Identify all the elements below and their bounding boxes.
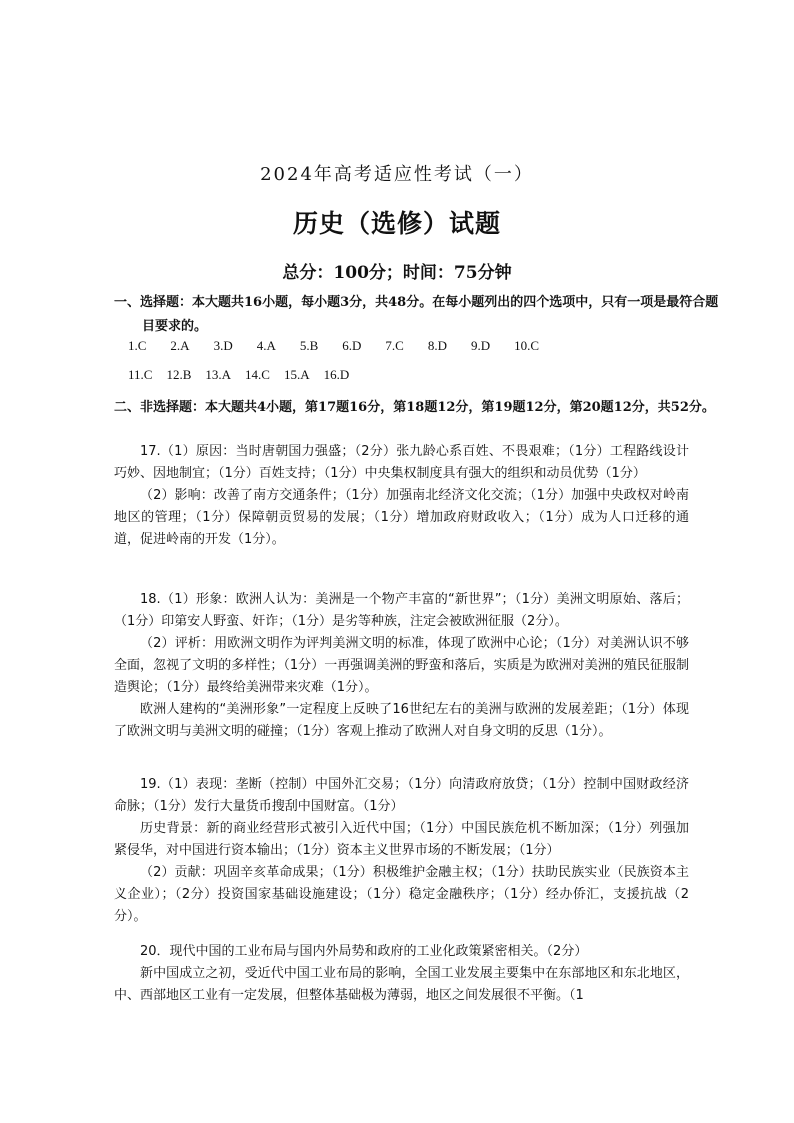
- q20-part2: 新中国成立之初，受近代中国工业布局的影响，全国工业发展主要集中在东部地区和东北地区，中、西部地区工业有一定发展，但整体基础极为薄弱，地区之间发展很不平衡。（1: [114, 966, 689, 1003]
- answer-item: 12.B: [166, 367, 192, 382]
- exam-name: 2024年高考适应性考试（一）: [260, 164, 534, 185]
- q19-background: 历史背景：新的商业经营形式被引入近代中国；（1分）中国民族危机不断加深；（1分）列强加紧侵华，对中国进行资本输出；（1分）资本主义世界市场的不断发展；（1分）: [114, 821, 689, 858]
- q18-part3: 欧洲人建构的“美洲形象”一定程度上反映了16世纪左右的美洲与欧洲的发展差距；（1分）体现了欧洲文明与美洲文明的碰撞；（1分）客观上推动了欧洲人对自身文明的反思（1分）。: [114, 702, 689, 739]
- answer-item: 6.D: [342, 338, 362, 353]
- q18-part1: 18.（1）形象：欧洲人认为：美洲是一个物产丰富的“新世界”；（1分）美洲文明原始、落后；（1分）印第安人野蛮、奸诈；（1分）是劣等种族，注定会被欧洲征服（2分）。: [114, 592, 689, 629]
- question-19-answer: [114, 774, 689, 928]
- section1-heading: 一、选择题：本大题共16小题，每小题3分，共48分。在每小题列出的四个选项中，只有一项是最符合题目要求的。: [114, 295, 719, 334]
- q17-part2: （2）影响：改善了南方交通条件；（1分）加强南北经济文化交流；（1分）加强中央政权对岭南地区的管理；（1分）保障朝贡贸易的发展；（1分）增加政府财政收入；（1分）成为人口迁移的通道，促进岭南的开发（1分）。: [114, 488, 689, 547]
- answers-row-2: [128, 367, 363, 383]
- q17-part1: 17.（1）原因：当时唐朝国力强盛；（2分）张九龄心系百姓、不畏艰难；（1分）工程路线设计巧妙、因地制宜；（1分）百姓支持；（1分）中央集权制度具有强大的组织和动员优势（1分）: [114, 444, 689, 481]
- answer-item: 16.D: [323, 367, 350, 382]
- answer-item: 15.A: [283, 367, 310, 382]
- answer-item: 7.C: [385, 338, 404, 353]
- page-title: 历史（选修）试题: [292, 209, 501, 238]
- q20-part1: 20．现代中国的工业布局与国内外局势和政府的工业化政策紧密相关。（2分）: [140, 944, 588, 959]
- answer-item: 3.D: [213, 338, 233, 353]
- answer-item: 8.D: [427, 338, 447, 353]
- answer-item: 9.D: [470, 338, 491, 353]
- answer-item: 4.A: [256, 338, 276, 353]
- question-18-answer: [114, 589, 689, 743]
- score-time-line: 总分：100分；时间：75分钟: [282, 263, 512, 283]
- answer-item: 10.C: [514, 338, 540, 353]
- q19-part2: （2）贡献：巩固辛亥革命成果；（1分）积极维护金融主权；（1分）扶助民族实业（民族资本主义企业）；（2分）投资国家基础设施建设；（1分）稳定金融秩序；（1分）经办侨汇，支援抗战（2分）。: [114, 865, 689, 924]
- answer-item: 13.A: [205, 367, 232, 382]
- answer-item: 1.C: [128, 338, 147, 353]
- question-17-answer: [114, 441, 689, 551]
- section2-heading: 二、非选择题：本大题共4小题，第17题16分，第18题12分，第19题12分，第20题12分，共52分。: [114, 400, 715, 415]
- answers-row-1: [128, 338, 563, 354]
- answer-item: 14.C: [245, 367, 270, 382]
- q19-part1: 19.（1）表现：垄断（控制）中国外汇交易；（1分）向清政府放贷；（1分）控制中国财政经济命脉；（1分）发行大量货币搜刮中国财富。（1分）: [114, 777, 689, 814]
- answer-item: 5.B: [299, 338, 319, 353]
- answer-item: 11.C: [128, 367, 153, 382]
- q18-part2: （2）评析：用欧洲文明作为评判美洲文明的标准，体现了欧洲中心论；（1分）对美洲认识不够全面，忽视了文明的多样性；（1分）一再强调美洲的野蛮和落后，实质是为欧洲对美洲的殖民征服制造舆论；（1分）最终给美洲带来灾难（1分）。: [114, 636, 689, 695]
- answer-item: 2.A: [170, 338, 190, 353]
- question-20-answer: [114, 941, 689, 1007]
